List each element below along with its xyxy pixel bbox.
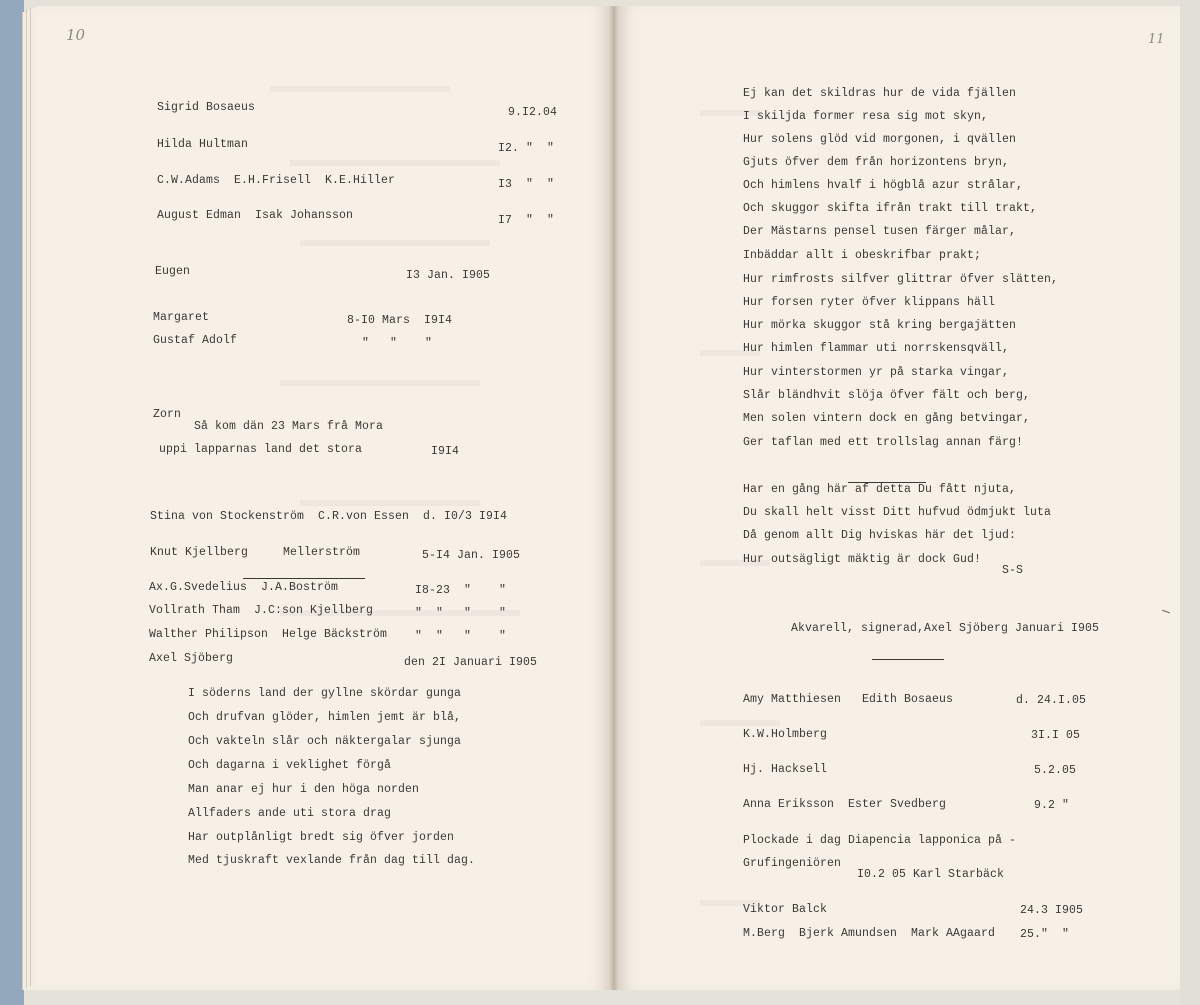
typed-line: I skiljda former resa sig mot skyn,: [743, 110, 989, 123]
typed-line: Har outplånligt bredt sig öfver jorden: [188, 831, 455, 844]
typed-line: Axel Sjöberg: [149, 652, 234, 665]
cover-edge: [0, 0, 24, 1005]
typed-line: I0.2 05 Karl Starbäck: [857, 868, 1005, 881]
typed-line: Och himlens hvalf i högblå azur strålar,: [743, 179, 1024, 192]
typed-line: Har en gång här af detta Du fått njuta,: [743, 483, 1017, 496]
typed-line: " " " ": [415, 630, 507, 643]
typed-line: Hur forsen ryter öfver klippans häll: [743, 296, 996, 309]
typed-line: Ej kan det skildras hur de vida fjällen: [743, 87, 1017, 100]
typed-line: I söderns land der gyllne skördar gunga: [188, 687, 462, 700]
section-rule: [872, 659, 944, 660]
typed-line: I2. " ": [498, 142, 555, 155]
typed-line: C.W.Adams E.H.Frisell K.E.Hiller: [157, 174, 396, 187]
typed-line: " " " ": [415, 607, 507, 620]
typed-line: 9.2 ": [1034, 799, 1070, 812]
typed-line: Sigrid Bosaeus: [157, 101, 256, 114]
book-gutter: [610, 6, 618, 990]
typed-line: I3 Jan. I905: [406, 269, 491, 282]
typed-line: 8-I0 Mars I9I4: [347, 314, 453, 327]
typed-line: Gjuts öfver dem från horizontens bryn,: [743, 156, 1010, 169]
typed-line: Så kom dän 23 Mars frå Mora: [194, 420, 384, 433]
typed-line: Hilda Hultman: [157, 138, 249, 151]
typed-line: Grufingeniören: [743, 857, 842, 870]
typed-line: K.W.Holmberg: [743, 728, 828, 741]
typed-line: Hur rimfrosts silfver glittrar öfver slätten,: [743, 273, 1059, 286]
typed-line: Anna Eriksson Ester Svedberg: [743, 798, 947, 811]
typed-line: 9.I2.04: [508, 106, 558, 119]
typed-line: I8-23 " ": [415, 584, 507, 597]
scan-margin: [1180, 0, 1200, 1005]
typed-line: S-S: [1002, 564, 1024, 577]
typed-line: Då genom allt Dig hviskas här det ljud:: [743, 529, 1017, 542]
section-rule: [848, 482, 926, 483]
typed-line: " " ": [362, 337, 433, 350]
typed-line: Der Mästarns pensel tusen färger målar,: [743, 225, 1017, 238]
typed-line: Hur solens glöd vid morgonen, i qvällen: [743, 133, 1017, 146]
typed-line: den 2I Januari I905: [404, 656, 538, 669]
typed-line: d. 24.I.05: [1016, 694, 1087, 707]
typed-line: August Edman Isak Johansson: [157, 209, 354, 222]
typed-line: Och vakteln slår och näktergalar sjunga: [188, 735, 462, 748]
typed-line: Och skuggor skifta ifrån trakt till trakt,: [743, 202, 1038, 215]
typed-line: Plockade i dag Diapencia lapponica på -: [743, 834, 1017, 847]
typed-line: Gustaf Adolf: [153, 334, 238, 347]
typed-line: Vollrath Tham J.C:son Kjellberg: [149, 604, 374, 617]
typed-line: I3 " ": [498, 178, 555, 191]
typed-line: 3I.I 05: [1031, 729, 1081, 742]
typed-line: Ax.G.Svedelius J.A.Boström: [149, 581, 339, 594]
typed-line: Och drufvan glöder, himlen jemt är blå,: [188, 711, 462, 724]
typed-line: 25." ": [1020, 928, 1070, 941]
typed-line: Du skall helt visst Ditt hufvud ödmjukt luta: [743, 506, 1052, 519]
typed-line: Amy Matthiesen Edith Bosaeus: [743, 693, 954, 706]
typed-line: Viktor Balck: [743, 903, 828, 916]
typed-line: Akvarell, signerad,Axel Sjöberg Januari I905: [791, 622, 1100, 635]
typed-line: I7 " ": [498, 214, 555, 227]
typed-line: Hj. Hacksell: [743, 763, 828, 776]
typed-line: 5-I4 Jan. I905: [422, 549, 521, 562]
typed-line: Walther Philipson Helge Bäckström: [149, 628, 388, 641]
section-rule: [243, 578, 365, 579]
typed-line: 24.3 I905: [1020, 904, 1084, 917]
typed-line: I9I4: [431, 445, 460, 458]
typed-line: M.Berg Bjerk Amundsen Mark AAgaard: [743, 927, 996, 940]
typed-line: uppi lapparnas land det stora: [159, 443, 363, 456]
typed-line: Eugen: [155, 265, 191, 278]
typed-line: Knut Kjellberg Mellerström: [150, 546, 361, 559]
typed-line: Stina von Stockenström C.R.von Essen d. I0/3 I9I4: [150, 510, 508, 523]
typed-line: Zorn: [153, 408, 182, 421]
right-page-number: 11: [1148, 32, 1165, 47]
typed-line: Inbäddar allt i obeskrifbar prakt;: [743, 249, 982, 262]
typed-line: Hur vinterstormen yr på starka vingar,: [743, 366, 1010, 379]
typed-line: Margaret: [153, 311, 210, 324]
typed-line: Med tjuskraft vexlande från dag till dag.: [188, 854, 476, 867]
typed-line: Slår bländhvit slöja öfver fält och berg,: [743, 389, 1031, 402]
typed-line: Och dagarna i veklighet förgå: [188, 759, 392, 772]
typed-line: Ger taflan med ett trollslag annan färg!: [743, 436, 1024, 449]
typed-line: Man anar ej hur i den höga norden: [188, 783, 420, 796]
typed-line: Hur outsägligt mäktig är dock Gud!: [743, 553, 982, 566]
typed-line: Hur mörka skuggor stå kring bergajätten: [743, 319, 1017, 332]
typed-line: 5.2.05: [1034, 764, 1077, 777]
typed-line: Hur himlen flammar uti norrskensqväll,: [743, 342, 1010, 355]
typed-line: Men solen vintern dock en gång betvingar,: [743, 412, 1031, 425]
typed-line: Allfaders ande uti stora drag: [188, 807, 392, 820]
left-page-number: 10: [66, 26, 86, 44]
